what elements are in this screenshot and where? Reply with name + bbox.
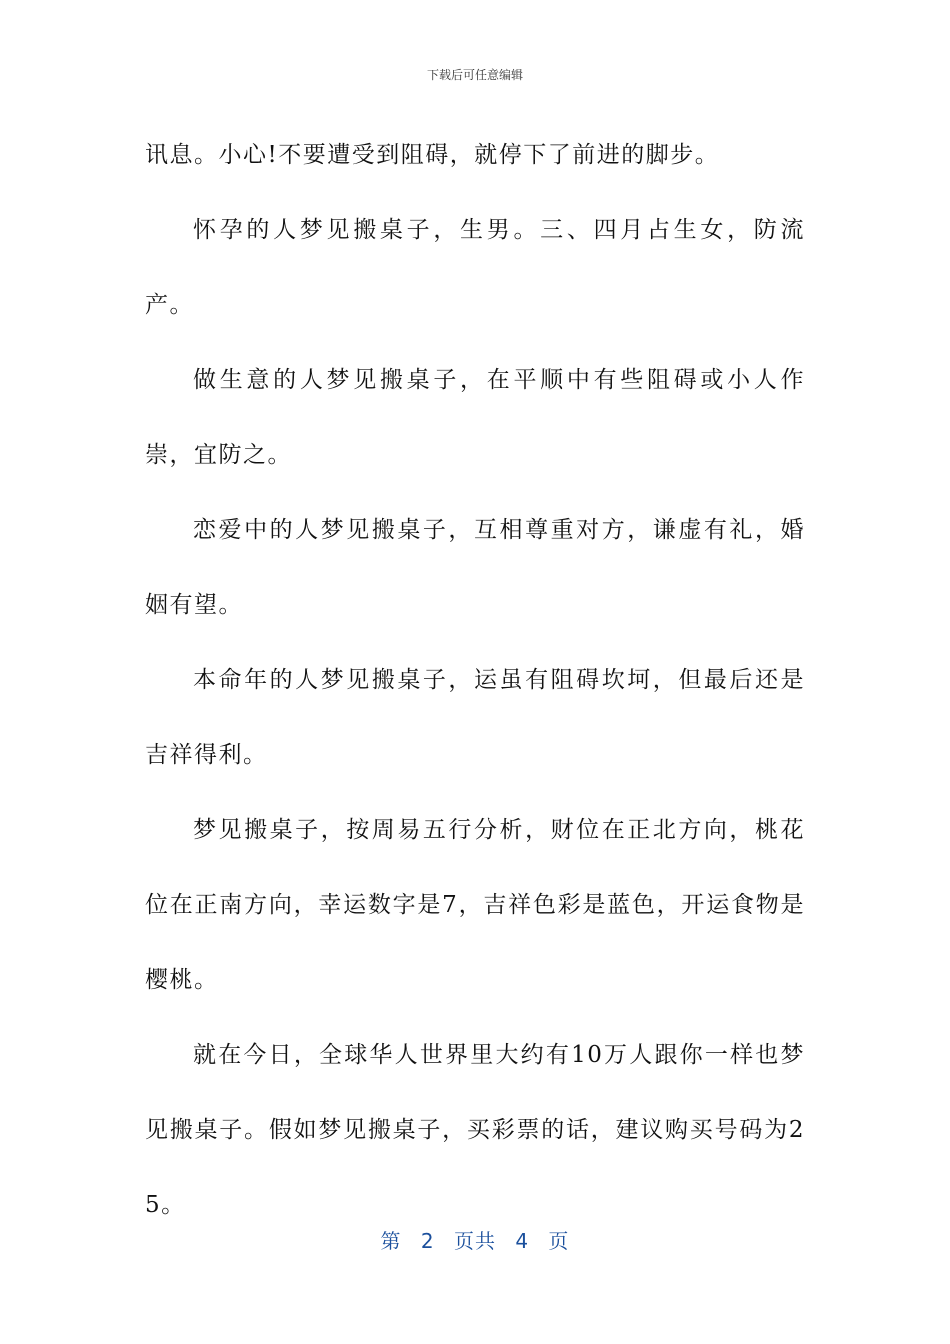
paragraph-business: 做生意的人梦见搬桌子，在平顺中有些阻碍或小人作崇，宜防之。 — [145, 367, 805, 468]
paragraph-love: 恋爱中的人梦见搬桌子，互相尊重对方，谦虚有礼，婚姻有望。 — [145, 517, 805, 618]
document-body — [145, 118, 805, 1243]
paragraph-zodiac-year: 本命年的人梦见搬桌子，运虽有阻碍坎坷，但最后还是吉祥得利。 — [145, 667, 805, 768]
page-number-footer: 第 2 页共 4 页 — [380, 1229, 570, 1253]
paragraph-pregnant: 怀孕的人梦见搬桌子，生男。三、四月占生女，防流产。 — [145, 217, 805, 318]
paragraph-five-elements: 梦见搬桌子，按周易五行分析，财位在正北方向，桃花位在正南方向，幸运数字是7，吉祥色彩是蓝色，开运食物是樱桃。 — [145, 817, 805, 993]
page-header: 下载后可任意编辑 — [426, 68, 523, 82]
paragraph-lottery: 就在今日，全球华人世界里大约有10万人跟你一样也梦见搬桌子。假如梦见搬桌子，买彩票的话，建议购买号码为25。 — [145, 1042, 805, 1218]
paragraph-continuation: 讯息。小心!不要遭受到阻碍，就停下了前进的脚步。 — [145, 142, 720, 168]
